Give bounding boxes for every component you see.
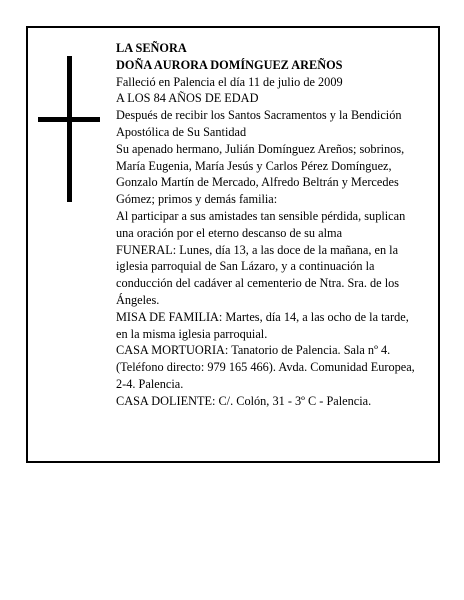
cross-horizontal-bar (38, 117, 100, 122)
funeral-home-paragraph: CASA MORTUORIA: Tanatorio de Palencia. Sala nº 4. (Teléfono directo: 979 165 466). Avda. Comunidad Europea, 2-4. Palencia. (116, 343, 415, 391)
death-info: Falleció en Palencia el día 11 de julio de 2009 (116, 74, 343, 89)
family-paragraph: Su apenado hermano, Julián Domínguez Areños; sobrinos, María Eugenia, María Jesús y Carlos Pérez Domínguez, Gonzalo Martín de Mercado, Alfredo Beltrán y Mercedes Gómez; primos y demás familia: (116, 141, 405, 207)
funeral-paragraph: FUNERAL: Lunes, día 13, a las doce de la mañana, en la iglesia parroquial de San Lázaro, y a continuación la conducción del cadáver al cementerio de Ntra. Sra. de los Ángeles. (116, 242, 400, 307)
mass-paragraph: MISA DE FAMILIA: Martes, día 14, a las ocho de la tarde, en la misma iglesia parroquial. (116, 309, 409, 341)
cross-icon (38, 56, 98, 202)
sacraments-paragraph: Después de recibir los Santos Sacramentos y la Bendición Apostólica de Su Santidad (116, 108, 402, 139)
age-line: A LOS 84 AÑOS DE EDAD (116, 91, 259, 106)
deceased-name: DOÑA AURORA DOMÍNGUEZ AREÑOS (116, 57, 343, 72)
cross-vertical-bar (67, 56, 72, 202)
request-paragraph: Al participar a sus amistades tan sensible pérdida, suplican una oración por el eterno descanso de su alma (116, 208, 406, 240)
mourning-home-paragraph: CASA DOLIENTE: C/. Colón, 31 - 3º C - Palencia. (116, 393, 372, 408)
title-line-1: LA SEÑORA (116, 41, 187, 55)
obituary-notice (26, 26, 440, 463)
notice-text (116, 40, 420, 410)
